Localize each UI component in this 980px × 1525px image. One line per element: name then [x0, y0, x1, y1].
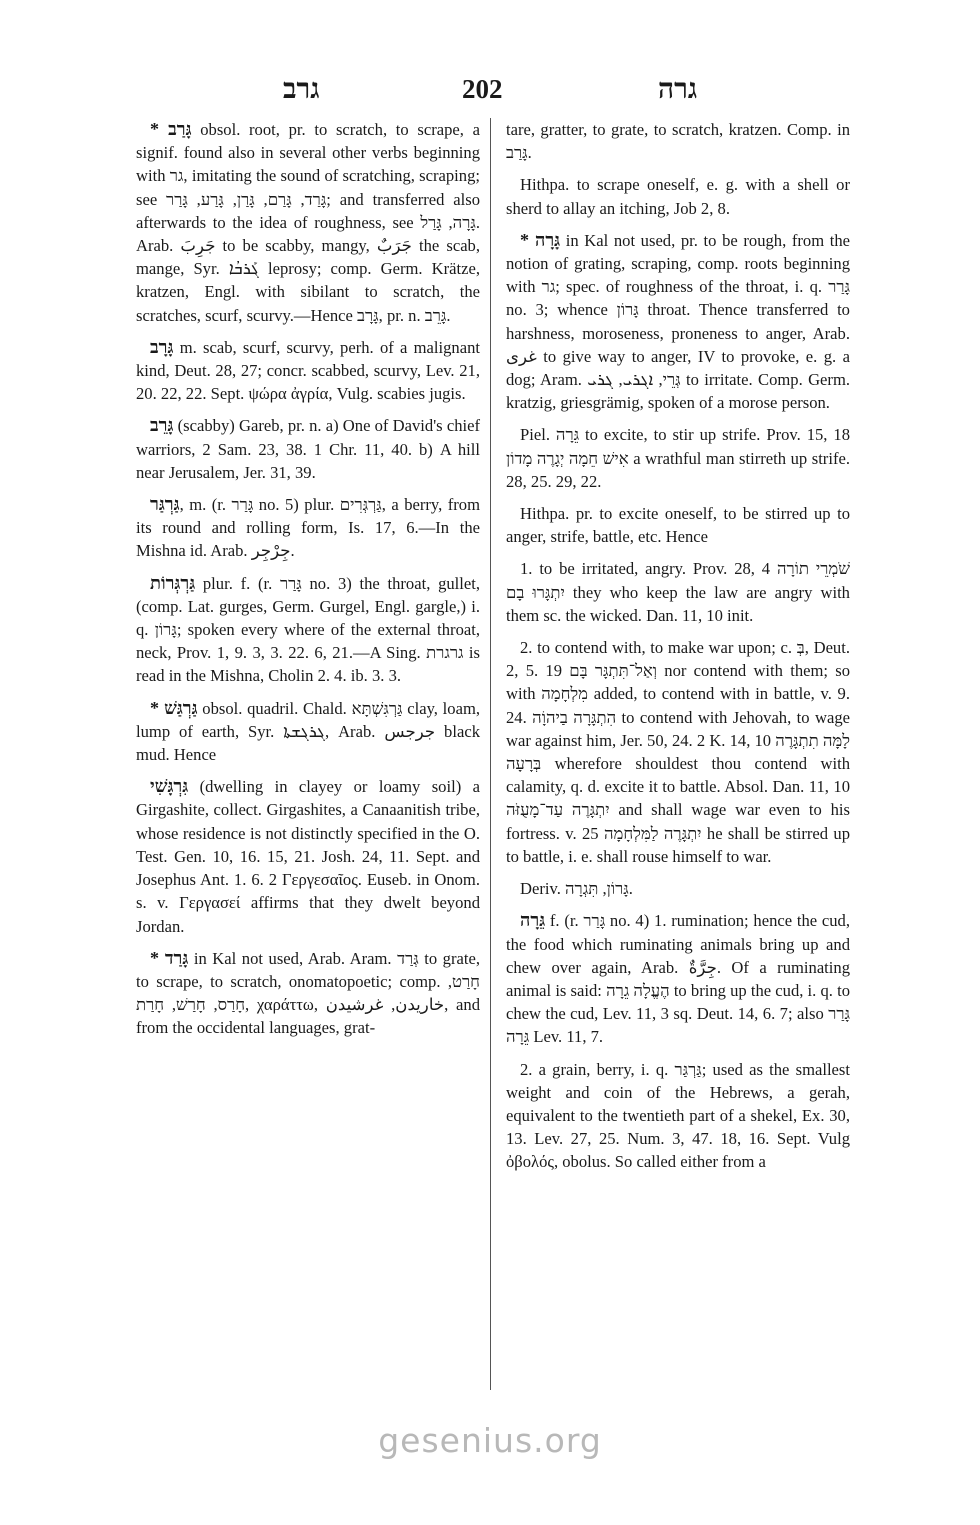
entry-text: f. (r. גָּרַר no. 4) 1. rumination; hence the cud, the food which ruminating animals bring up and chew over again, Arab. جِرَّةٌ. Of a ruminating animal is said: הֶעֱלָה גֵרָה to bring up the cud, i. q. to chew the cud, Lev. 11, 3 sq. Deut. 14, 6. 7; also גָּרַר גֵּרָה Lev. 11, 7.	[506, 911, 851, 1047]
column-divider	[490, 118, 491, 1390]
entry	[136, 118, 480, 327]
entry	[136, 572, 480, 688]
site-watermark: gesenius.org	[378, 1421, 602, 1460]
headword: גָּרָב	[150, 336, 174, 357]
running-head-left: גרב	[283, 74, 320, 105]
entry	[136, 493, 480, 563]
entry	[506, 118, 850, 164]
entry	[506, 877, 850, 900]
entry	[136, 947, 480, 1040]
entry-text: 2. to contend with, to make war upon; c. בְּ, Deut. 2, 5. 19 וְאַל־תִּתְגָּר בָּם nor contend with them; so with מִלְחָמָה added, to contend with in battle, v. 9. 24. הִתְגָּרָה בַיהוָֹה to contend with Jehovah, to wage war against him, Jer. 50, 24. 2 K. 14, 10 לָמָּה תִתְגָּרֶה בְּרָעָה wherefore shouldest thou contend with calamity, q. d. excite it to battle. Absol. Dan. 11, 10 יִתְגָּרֶה עַד־מָעֻזֹּה and shall wage war even to his fortress. v. 25 יִתְגָּרֶה לַמִּלְחָמָה he shall be stirred up to battle, i. e. shall rouse himself to war.	[506, 638, 851, 866]
running-head-right: גרה	[658, 74, 698, 105]
headword: * גָּרַד	[150, 947, 189, 968]
page-number: 202	[462, 74, 503, 104]
entry-text: plur. f. (r. גָּרַר no. 3) the throat, gullet, (comp. Lat. gurges, Germ. Gurgel, Engl. gargle,) i. q. גָּרוֹן; spoken every where of the external throat, neck, Prov. 1, 9. 3, 3. 22. 6, 21.—A Sing. גרגרת is read in the Mishna, Cholin 2. 4. ib. 3. 3.	[136, 573, 481, 686]
entry-text: (dwelling in clayey or loamy soil) a Girgashite, collect. Girgashites, a Canaanitish tribe, whose residence is not distinctly specified in the O. Test. Gen. 10, 16. 15, 21. Josh. 24, 11. Sept. and Josephus Ant. 1. 6. 2 Γεργεσαῖος. Euseb. in Onom. s. v. Γεργασεί affirms that they dwelt beyond Jordan.	[136, 777, 480, 936]
entry	[506, 557, 850, 627]
entry	[136, 336, 480, 406]
entry	[506, 909, 850, 1048]
left-column	[136, 118, 480, 1049]
entry-text: Piel. גֵּרָה to excite, to stir up strife. Prov. 15, 18 אִישׁ חֵמָה יְגָרֶה מָדוֹן a wrathful man stirreth up strife. 28, 25. 29, 22.	[506, 425, 850, 491]
headword: גָּרֵב	[150, 415, 174, 436]
entry-text: , m. (r. גָּרַר no. 5) plur. גַּרְגְּרִים, a berry, from its round and rolling form, Is. 17, 6.—In the Mishna id. Arab. جِرْجِر.	[136, 495, 481, 561]
entry-text: tare, gratter, to grate, to scratch, kratzen. Comp. in גָּרַב.	[506, 120, 850, 163]
headword: * גָּרַב	[150, 119, 192, 139]
entry	[136, 775, 480, 937]
entry-text: in Kal not used, Arab. Aram. גְּרַד to grate, to scrape, to scratch, onomatopoetic; comp. חָרַט, חָרַס, חָרַשׁ, חָרַת, χαράττω, خاريدن, غرشيدن, and from the occidental languages, grat-	[136, 948, 480, 1038]
entry	[506, 423, 850, 493]
right-column	[506, 118, 850, 1183]
entry	[506, 636, 850, 868]
entry-text: obsol. quadril. Chald. גַּרְגִּשְׁתָּא clay, loam, lump of earth, Syr. ܓܪܓܫܬܐ, Arab. جرجس black mud. Hence	[136, 698, 481, 765]
entry-text: Deriv. גָּרוֹן, תִּגְרָה.	[520, 879, 633, 899]
entry	[506, 173, 850, 219]
headword: גַּרְגְּרוֹת	[150, 572, 196, 593]
headword: גַּרְגַּר	[150, 494, 180, 515]
headword: גֵּרָה	[520, 910, 546, 931]
entry-text: Hithpa. pr. to excite oneself, to be stirred up to anger, strife, battle, etc. Hence	[506, 504, 850, 547]
headword: * גַּרְגַּשׁ	[150, 697, 198, 718]
entry-text: in Kal not used, pr. to be rough, from the notion of grating, scraping, comp. roots beginning with גר; spec. of roughness of the throat, i. q. גָּרַר no. 3; whence גָּרוֹן throat. Thence transferred to harshness, moroseness, proneness to anger, Arab. غرى to give way to anger, IV to provoke, e. g. a dog; Aram. גְּרֵי, ܐܓܪܝ, ܓܪܝ to irritate. Comp. Germ. kratzig, griesgrämig, spoken of a morose person.	[506, 230, 851, 413]
entry-text: 2. a grain, berry, i. q. גַּרְגַּר; used as the smallest weight and coin of the Hebrews, a gerah, equivalent to the twentieth part of a shekel, Ex. 30, 13. Lev. 27, 25. Num. 3, 47. 18, 16. Sept. Vulg ὀβολός, obolus. So called either from a	[506, 1059, 850, 1172]
entry-text: Hithpa. to scrape oneself, e. g. with a shell or sherd to allay an itching, Job 2, 8.	[506, 175, 850, 218]
entry-text: obsol. root, pr. to scratch, to scrape, a signif. found also in several other verbs beginning with גר, imitating the sound of scratching, scraping; see גָּרַד, גָּרַם, גָּרַן, גָּרַע, גָּרַר; and transferred also afterwards to the idea of roughness, see גָּרָה, גָּרַל. Arab. جَرِبَ to be scabby, mangy, جَرَبٌ the scab, mange, Syr. ܓܰܪܒܳܐ leprosy; comp. Germ. Krätze, kratzen, Engl. with sibilant to scratch, the scratches, scurf, scurvy.—Hence גָּרָב, pr. n. גָּרֵב.	[136, 120, 481, 325]
headword: גִּרְגָּשִׁי	[150, 776, 189, 797]
entry-text: 1. to be irritated, angry. Prov. 28, 4 שֹׁמְרֵי תוֹרָה יִתְגָּרוּ בָם they who keep the law are angry with them sc. the wicked. Dan. 11, 10 init.	[506, 559, 851, 625]
headword: * גָּרָה	[520, 229, 561, 250]
entry	[136, 414, 480, 484]
entry	[506, 502, 850, 548]
entry	[506, 229, 850, 415]
entry-text: m. scab, scurf, scurvy, perh. of a malignant kind, Deut. 28, 27; concr. scabbed, scurvy, Lev. 21, 20. 22, 22. Sept. ψώρα ἀγρία, Vulg. scabies jugis.	[136, 337, 480, 404]
entry-text: (scabby) Gareb, pr. n. a) One of David's chief warriors, 2 Sam. 23, 38. 1 Chr. 11, 40. b) A hill near Jerusalem, Jer. 31, 39.	[136, 416, 480, 482]
entry	[506, 1058, 850, 1174]
entry	[136, 697, 480, 767]
